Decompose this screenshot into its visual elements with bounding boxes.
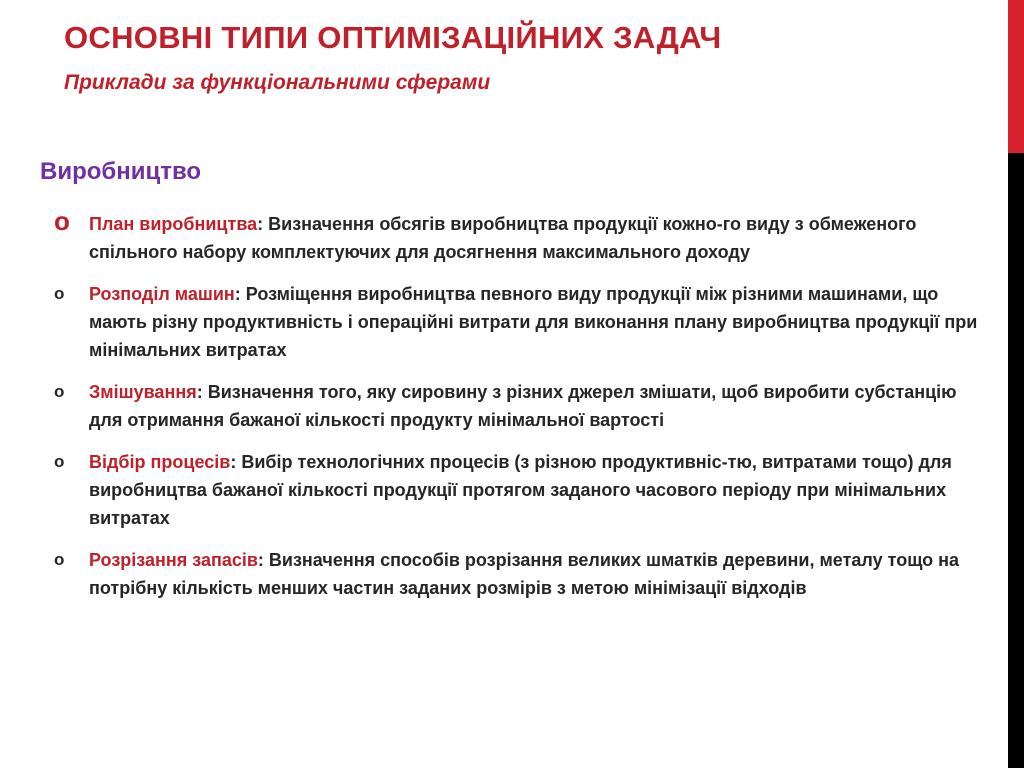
bullet-marker-icon: o — [54, 382, 65, 401]
bullet-term: Розрізання запасів — [89, 550, 258, 570]
bullet-separator: : — [257, 214, 264, 234]
section-heading: Виробництво — [40, 158, 202, 185]
bullet-item-process-selection — [54, 448, 984, 532]
bullet-item-cutting-stock — [54, 546, 984, 602]
bullet-marker-icon: o — [54, 206, 70, 236]
bullet-term: Розподіл машин — [89, 284, 235, 304]
bullet-text: Визначення способів розрізання великих шматків деревини, металу тощо на потрібну кількість менших частин заданих розмірів з метою мінімізації відходів — [89, 550, 960, 598]
bullet-text: Розміщення виробництва певного виду продукції між різними машинами, що мають різну продуктивність і операційні витрати для виконання плану виробництва продукції при мінімальних витратах — [89, 284, 978, 360]
bullet-separator: : — [257, 550, 264, 570]
bullet-term: Відбір процесів — [89, 452, 231, 472]
accent-bar-black — [1008, 153, 1024, 768]
bullet-list — [54, 206, 984, 616]
bullet-item-machine-allocation — [54, 280, 984, 364]
accent-bar-red — [1008, 0, 1024, 153]
slide-subtitle: Приклади за функціональними сферами — [64, 71, 491, 94]
bullet-item-production-plan — [54, 206, 984, 266]
bullet-marker-icon: o — [54, 284, 65, 303]
bullet-separator: : — [230, 452, 237, 472]
bullet-marker-icon: o — [54, 452, 65, 471]
bullet-text: Вибір технологічних процесів (з різною продуктивніс-тю, витратами тощо) для виробництва бажаної кількості продукції протягом заданого часового періоду при мінімальних витратах — [89, 452, 952, 528]
bullet-text: Визначення того, яку сировину з різних джерел змішати, щоб виробити субстанцію для отримання бажаної кількості продукту мінімальної вартості — [89, 382, 957, 430]
bullet-marker-icon: o — [54, 550, 65, 569]
bullet-term: Змішування — [89, 382, 197, 402]
bullet-term: План виробництва — [89, 214, 258, 234]
bullet-separator: : — [234, 284, 241, 304]
bullet-text: Визначення обсягів виробництва продукції кожно-го виду з обмеженого спільного набору комплектуючих для досягнення максимального доходу — [89, 214, 917, 262]
slide-title: ОСНОВНІ ТИПИ ОПТИМІЗАЦІЙНИХ ЗАДАЧ — [64, 20, 722, 55]
bullet-item-blending — [54, 378, 984, 434]
bullet-separator: : — [196, 382, 203, 402]
